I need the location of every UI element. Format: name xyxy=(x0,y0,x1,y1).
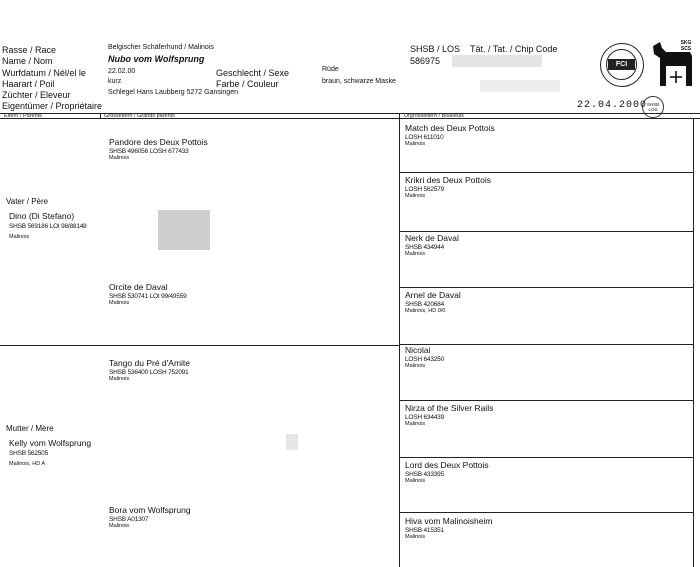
ggp-name: Arnel de Daval xyxy=(405,290,461,300)
ggp-breed: Malinois, HD 0/0 xyxy=(405,308,446,314)
table-right-border xyxy=(693,119,694,567)
dog-name-value: Nubo vom Wolfsprung xyxy=(108,54,205,64)
whelped-label: Wurfdatum / Nél/el le xyxy=(2,68,86,78)
great-grandparent-4 xyxy=(405,290,461,314)
breeder-label: Züchter / Eleveur xyxy=(2,90,71,100)
grandparent-breed: Malinois xyxy=(109,155,130,161)
ggp-registration: SHSB 434944 xyxy=(405,244,444,251)
column-header-divider-1 xyxy=(100,113,101,119)
ggp-registration: SHSB 433395 xyxy=(405,471,444,478)
dam-role-label: Mutter / Mère xyxy=(6,424,54,433)
grandparent-name: Bora vom Wolfsprung xyxy=(109,505,191,515)
ggp-name: Krikri des Deux Pottois xyxy=(405,175,491,185)
great-grandparent-2 xyxy=(405,175,491,199)
redacted-chip-code xyxy=(452,55,542,67)
sire-registration: SHSB 569186 LOI 98/88148 xyxy=(9,223,87,230)
grandparent-breed: Malinois xyxy=(109,300,130,306)
great-grandparent-1 xyxy=(405,123,495,147)
ggp-breed: Malinois xyxy=(405,478,426,484)
official-stamp: SHSB LOS xyxy=(642,96,664,118)
ggp-registration: LOSH 611010 xyxy=(405,134,444,141)
ggp-breed: Malinois xyxy=(405,363,426,369)
grandparent-registration: SHSB 530741 LOI 99/49559 xyxy=(109,293,187,300)
tattoo-label: Tät. / Tat. / Chip Code xyxy=(470,44,558,54)
ggp-registration: LOSH 643250 xyxy=(405,356,444,363)
ggp-breed: Malinois xyxy=(405,141,426,147)
breed-value: Belgischer Schäferhund / Malinois xyxy=(108,44,214,51)
breeder-value: Schlegel Hans Laubberg 5272 Gansingen xyxy=(108,89,238,96)
sire-breed: Malinois xyxy=(9,234,30,240)
great-grandparents-divider xyxy=(399,113,400,567)
grandparent-registration: SHSB 536400 LOSH 752091 xyxy=(109,369,189,376)
ggp-separator-6 xyxy=(400,457,694,458)
owner-label: Eigentümer / Propriétaire xyxy=(2,101,103,111)
name-label: Name / Nom xyxy=(2,56,53,66)
color-value: braun, schwarze Maske xyxy=(322,78,396,85)
dam-registration: SHSB 562505 xyxy=(9,450,48,457)
grandparent-dam-sire xyxy=(109,358,190,382)
ggp-breed: Malinois xyxy=(405,534,426,540)
ggp-separator-2 xyxy=(400,231,694,232)
ggp-separator-4 xyxy=(400,344,694,345)
column-header-grandparents: Grosseltern / Grands parents xyxy=(104,113,175,119)
ggp-name: Nicolai xyxy=(405,345,431,355)
grandparent-registration: SHSB A01307 xyxy=(109,516,149,523)
grandparent-breed: Malinois xyxy=(109,523,130,529)
ggp-breed: Malinois xyxy=(405,193,426,199)
great-grandparent-7 xyxy=(405,460,489,484)
ggp-registration: LOSH 562579 xyxy=(405,186,444,193)
grandparent-sire-sire xyxy=(109,137,208,161)
scan-mark xyxy=(286,434,298,450)
color-label: Farbe / Couleur xyxy=(216,79,279,89)
stamp-date: 22.04.2000 xyxy=(577,100,648,111)
grandparent-name: Tango du Pré d'Amite xyxy=(109,358,191,368)
ggp-registration: SHSB 415351 xyxy=(405,527,444,534)
ggp-separator-5 xyxy=(400,400,694,401)
sire-name: Dino (Di Stefano) xyxy=(9,211,75,221)
great-grandparent-5 xyxy=(405,345,444,369)
column-header-great-grandparents: Urgrosseltern / Bisaïeuls xyxy=(404,113,464,119)
sex-label: Geschlecht / Sexe xyxy=(216,68,290,78)
reg-value: 586975 xyxy=(410,56,441,66)
ggp-name: Nirza of the Silver Rails xyxy=(405,403,494,413)
ggp-registration: SHSB 420684 xyxy=(405,301,444,308)
grandparent-name: Orcite de Daval xyxy=(109,282,168,292)
coat-value: kurz xyxy=(108,78,122,85)
grandparent-breed: Malinois xyxy=(109,376,130,382)
ggp-name: Nerk de Daval xyxy=(405,233,459,243)
ggp-registration: LOSH 634439 xyxy=(405,414,444,421)
ggp-separator-7 xyxy=(400,512,694,513)
grandparent-sire-dam xyxy=(109,282,187,306)
whelped-value: 22.02.00 xyxy=(108,68,136,75)
dam-name: Kelly vom Wolfsprung xyxy=(9,438,92,448)
column-header-parents: Eltern / Parents xyxy=(4,113,42,119)
coat-label: Haarart / Poil xyxy=(2,79,55,89)
ggp-breed: Malinois xyxy=(405,421,426,427)
ggp-separator-1 xyxy=(400,172,694,173)
great-grandparent-3 xyxy=(405,233,459,257)
sire-dam-separator xyxy=(0,345,400,346)
fci-logo-text: FCI xyxy=(608,59,635,70)
great-grandparent-6 xyxy=(405,403,493,427)
redacted-photo-area xyxy=(158,210,210,250)
grandparent-name: Pandore des Deux Pottois xyxy=(109,137,208,147)
grandparent-registration: SHSB 496056 LOSH 677433 xyxy=(109,148,189,155)
ggp-separator-3 xyxy=(400,287,694,288)
skg-logo-text: SKG SCS xyxy=(680,40,692,52)
faint-stamp-mark xyxy=(480,80,560,92)
ggp-breed: Malinois xyxy=(405,251,426,257)
ggp-name: Match des Deux Pottois xyxy=(405,123,495,133)
grandparent-dam-dam xyxy=(109,505,191,529)
reg-label: SHSB / LOS xyxy=(410,44,461,54)
ggp-name: Lord des Deux Pottois xyxy=(405,460,489,470)
great-grandparent-8 xyxy=(405,516,492,540)
breed-label: Rasse / Race xyxy=(2,45,57,55)
sex-value: Rüde xyxy=(322,66,339,73)
fci-logo xyxy=(600,43,644,87)
dam-breed: Malinois, HD A xyxy=(9,461,46,467)
sire-role-label: Vater / Père xyxy=(6,197,49,206)
ggp-name: Hiva vom Malinoisheim xyxy=(405,516,493,526)
